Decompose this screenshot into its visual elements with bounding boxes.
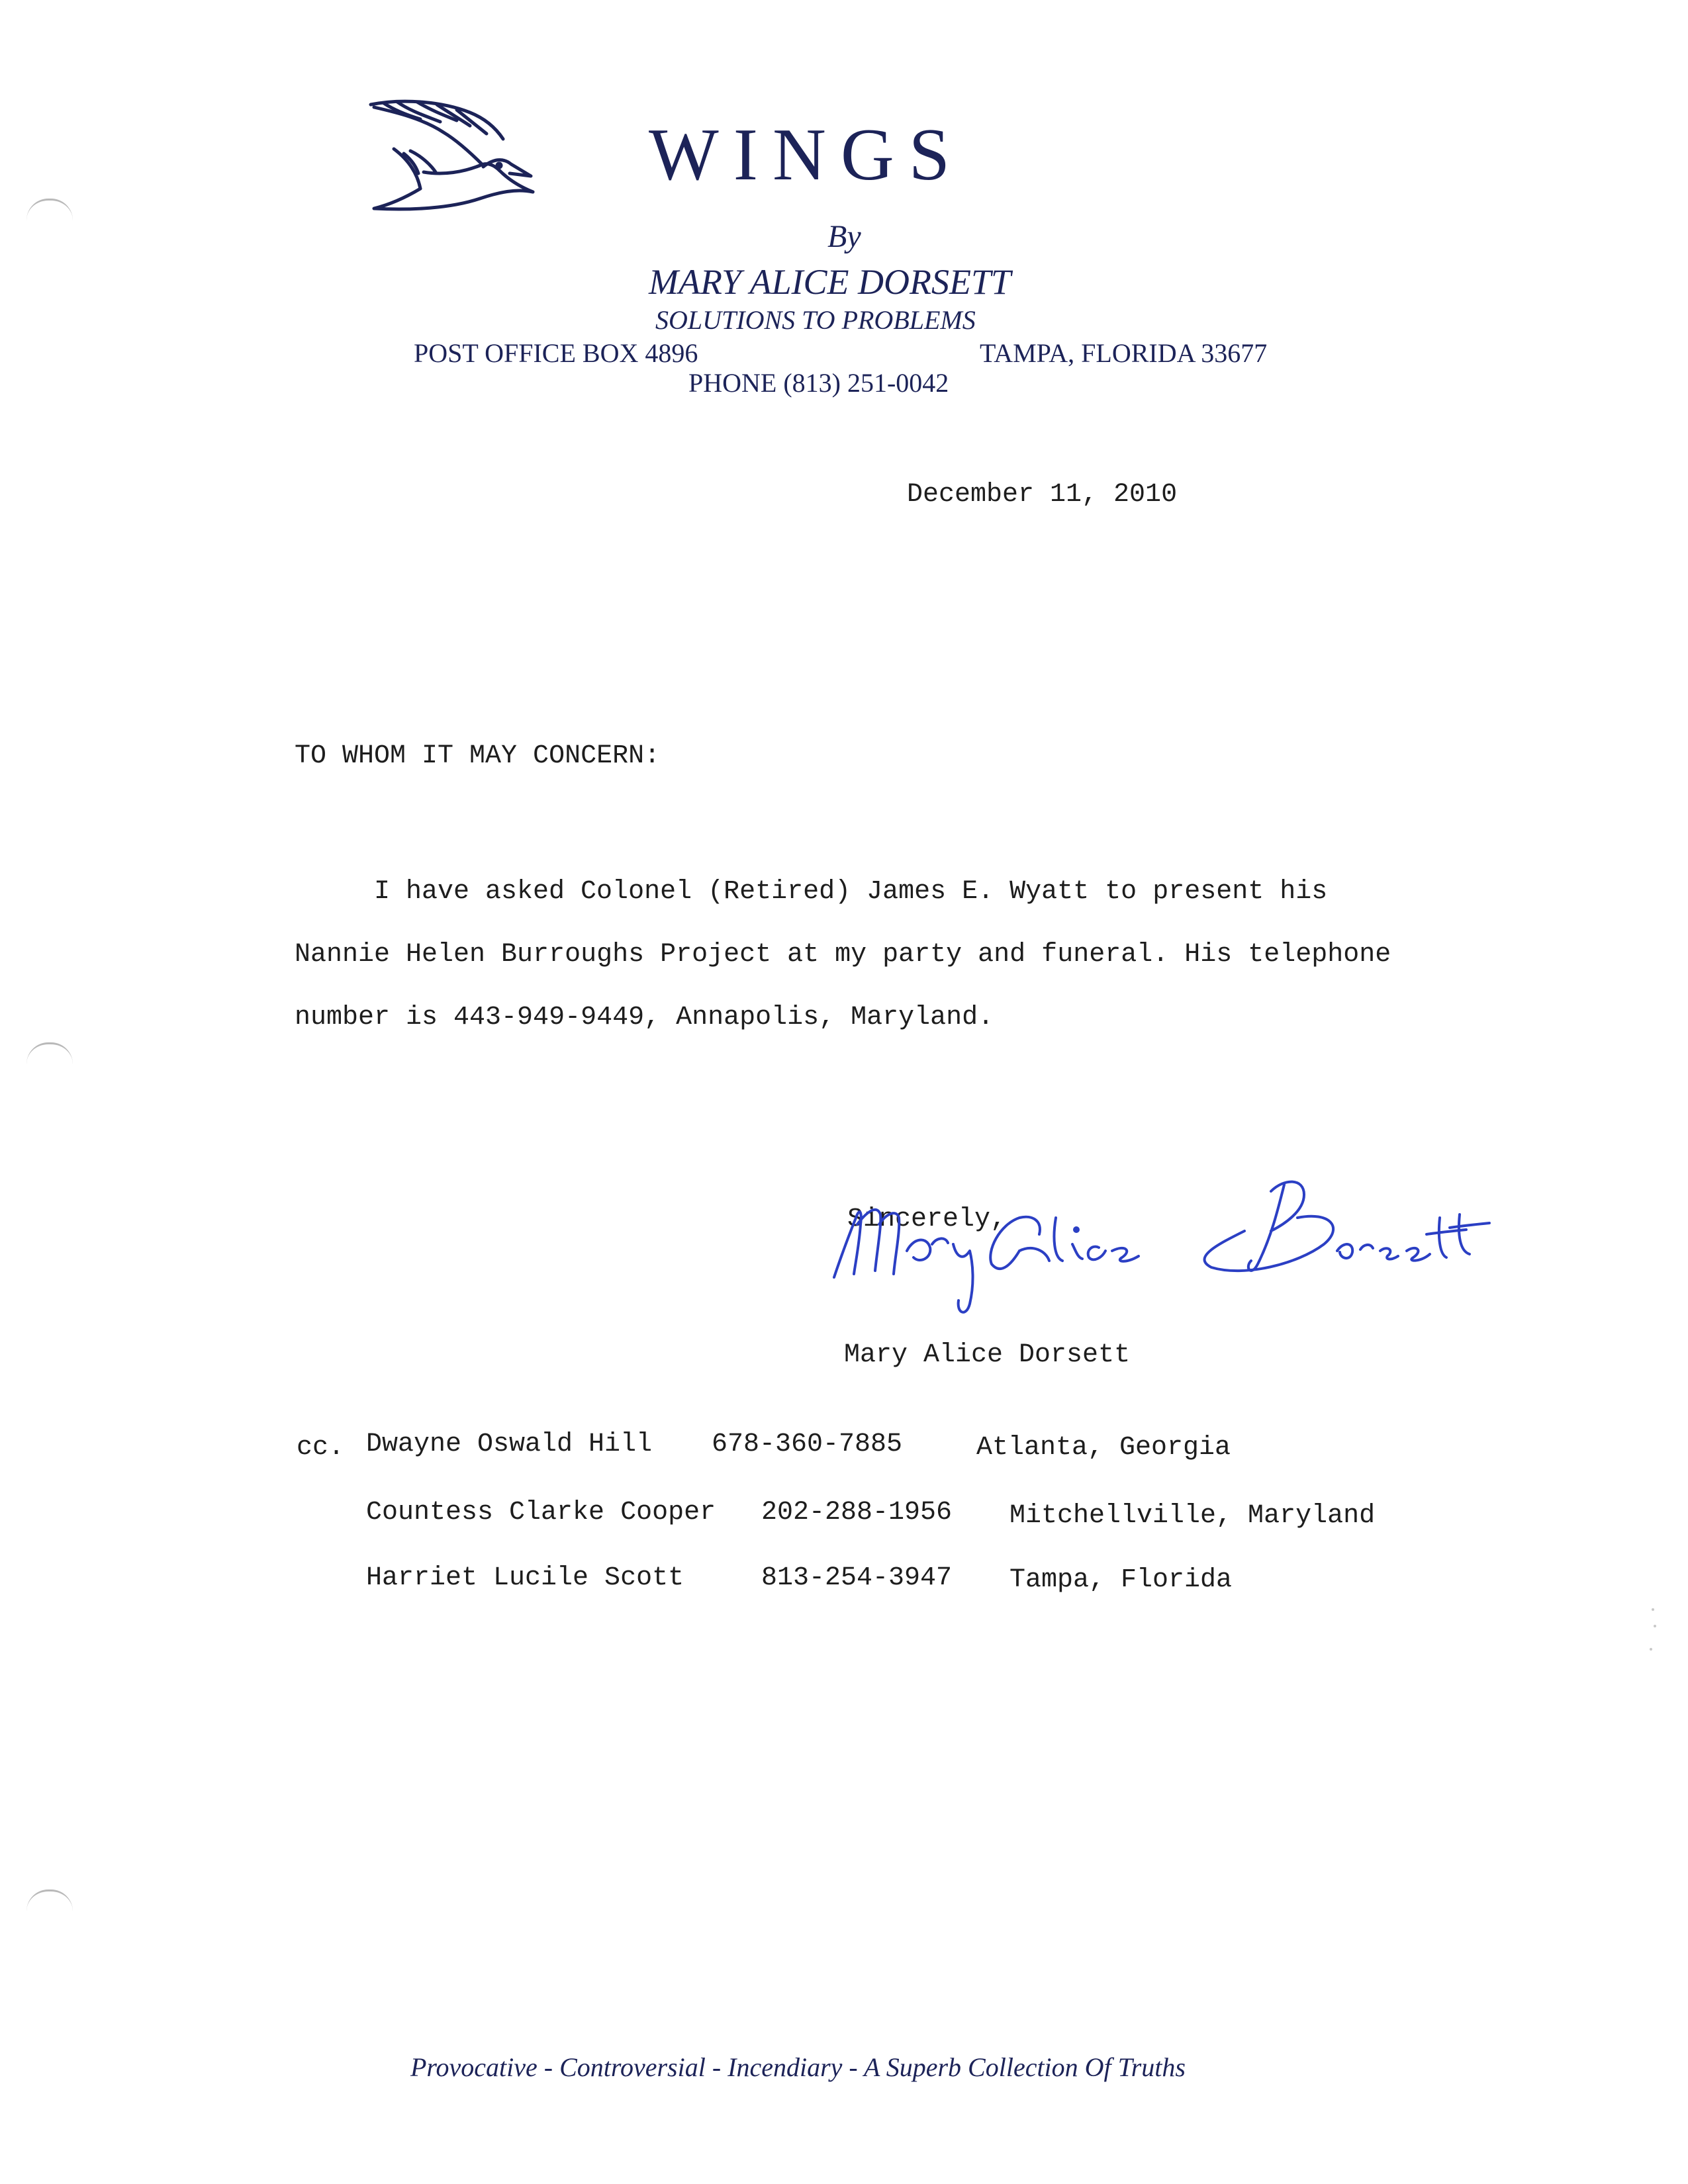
tagline: SOLUTIONS TO PROBLEMS [655, 305, 976, 335]
byline-label: By [827, 219, 861, 254]
cc-recipient-location: Atlanta, Georgia [976, 1433, 1231, 1463]
po-box: POST OFFICE BOX 4896 [414, 338, 698, 368]
salutation: TO WHOM IT MAY CONCERN: [295, 741, 661, 771]
footer-motto: Provocative - Controversial - Incendiary - A Superb Collection Of Truths [410, 2052, 1186, 2082]
letter-date: December 11, 2010 [907, 480, 1178, 510]
punch-hole-middle [26, 1042, 73, 1064]
edge-speck [1652, 1608, 1654, 1611]
author-name: MARY ALICE DORSETT [649, 262, 1011, 302]
city-state-zip: TAMPA, FLORIDA 33677 [980, 338, 1268, 368]
punch-hole-bottom [26, 1889, 73, 1911]
cc-label: cc. [297, 1433, 345, 1463]
cc-recipient-phone: 813-254-3947 [761, 1563, 953, 1593]
bird-logo-icon [357, 93, 543, 225]
cc-recipient-name: Dwayne Oswald Hill [366, 1430, 653, 1459]
handwritten-signature [821, 1152, 1496, 1324]
punch-hole-top [26, 199, 73, 220]
cc-recipient-name: Countess Clarke Cooper [366, 1498, 716, 1527]
cc-recipient-location: Mitchellville, Maryland [1009, 1501, 1376, 1531]
cc-recipient-name: Harriet Lucile Scott [366, 1563, 684, 1593]
body-line-1: I have asked Colonel (Retired) James E. Wyatt to present his [374, 877, 1328, 907]
edge-speck [1650, 1648, 1652, 1651]
edge-speck [1654, 1625, 1656, 1627]
body-line-3: number is 443-949-9449, Annapolis, Maryland. [295, 1003, 994, 1032]
signed-name: Mary Alice Dorsett [844, 1340, 1131, 1370]
cc-recipient-phone: 678-360-7885 [712, 1430, 903, 1459]
body-line-2: Nannie Helen Burroughs Project at my party and funeral. His telephone [295, 940, 1391, 970]
cc-recipient-phone: 202-288-1956 [761, 1498, 953, 1527]
letterhead-phone: PHONE (813) 251-0042 [688, 368, 949, 398]
brand-title: WINGS [649, 114, 965, 196]
closing: Sincerely, [847, 1205, 1007, 1234]
cc-recipient-location: Tampa, Florida [1009, 1565, 1233, 1595]
